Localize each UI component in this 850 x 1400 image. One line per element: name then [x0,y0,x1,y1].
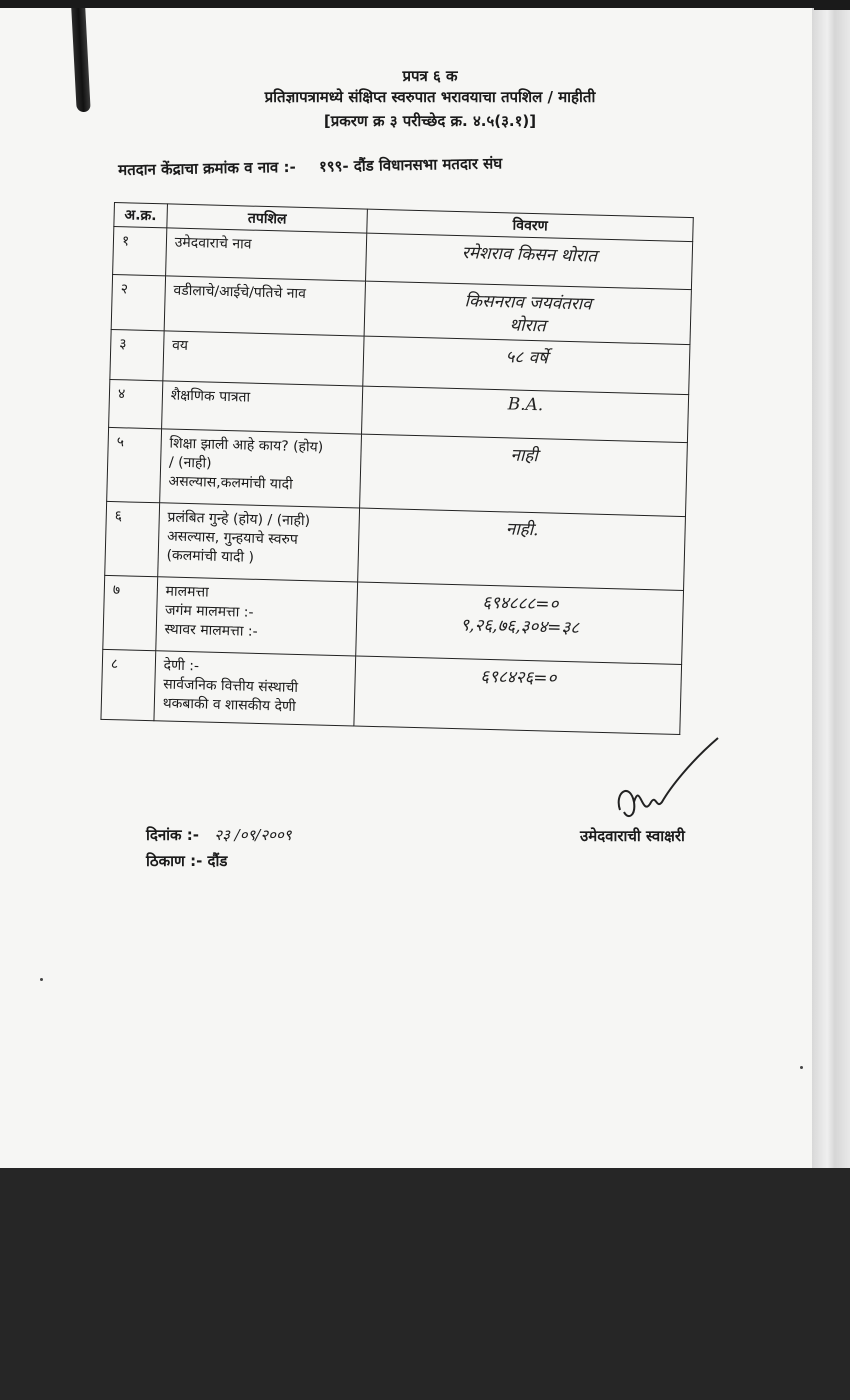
constituency-label: मतदान केंद्राचा क्रमांक व नाव :- [118,157,296,179]
row-value-handwritten: ५८ वर्षे [363,336,690,395]
row-detail: प्रलंबित गुन्हे (होय) / (नाही) असल्यास, गुन्हयाचे स्वरुप (कलमांची यादी ) [157,503,359,582]
row-serial: ८ [101,649,156,720]
place-label: ठिकाण :- [146,852,203,870]
row-value-handwritten: नाही [360,434,687,516]
row-serial: ६ [105,501,160,576]
header-detail: तपशिल [167,204,368,233]
header-serial: अ.क्र. [114,203,167,228]
row-serial: ७ [103,575,158,650]
scan-speck [40,978,43,981]
page-stack-edge [812,10,850,1168]
row-value-handwritten: नाही. [358,508,685,590]
constituency-line [118,150,718,180]
header-value: विवरण [367,209,693,242]
row-value-handwritten: ६९८४२६=० [354,656,681,735]
row-value-handwritten: B.A. [362,386,689,443]
row-serial: ४ [109,379,163,428]
row-value-handwritten: रमेशराव किसन थोरात [366,233,693,290]
document-page [0,8,812,1168]
row-value-handwritten: ६९४८८८=० ९,२६,७६,३०४=३८ [356,582,683,664]
place-value: दौंड [207,852,228,870]
table-row [101,649,682,734]
candidate-signature [610,732,730,832]
row-detail: देणी :- सार्वजनिक वित्तीय संस्थाची थकबाकी व शासकीय देणी [154,651,356,726]
row-detail: मालमत्ता जगंम मालमत्ता :- स्थावर मालमत्ता :- [156,577,358,656]
binding-string [71,8,90,112]
row-detail: वय [163,331,365,386]
row-serial: १ [113,227,167,276]
scan-background [0,1168,850,1400]
row-detail: शिक्षा झाली आहे काय? (होय) / (नाही) असल्यास,कलमांची यादी [159,429,361,508]
row-detail: शैक्षणिक पात्रता [161,381,363,434]
place-line [146,848,292,874]
date-place-block [146,822,292,874]
date-value: २३ /०९/२००९ [214,826,292,844]
date-line [146,822,292,848]
details-table-wrapper [100,202,693,735]
row-value-handwritten: किसनराव जयवंतराव थोरात [364,281,691,345]
row-serial: ५ [107,427,162,502]
form-title: प्रपत्र ६ क [402,67,458,85]
constituency-value: १९९- दौंड विधानसभा मतदार संघ [318,154,503,176]
form-reference: [प्रकरण क्र ३ परीच्छेद क्र. ४.५(३.१)] [323,112,537,130]
row-serial: ३ [110,329,164,380]
date-label: दिनांक :- [146,826,200,844]
form-subtitle: प्रतिज्ञापत्रामध्ये संक्षिप्त स्वरुपात भरावयाचा तपशिल / माहीती [264,88,596,106]
signature-label: उमेदवाराची स्वाक्षरी [580,827,685,845]
scan-speck [800,1066,803,1069]
row-detail: वडीलाचे/आईचे/पतिचे नाव [164,276,366,336]
row-serial: २ [111,274,165,330]
details-table [100,202,693,735]
row-detail: उमेदवाराचे नाव [165,228,367,281]
